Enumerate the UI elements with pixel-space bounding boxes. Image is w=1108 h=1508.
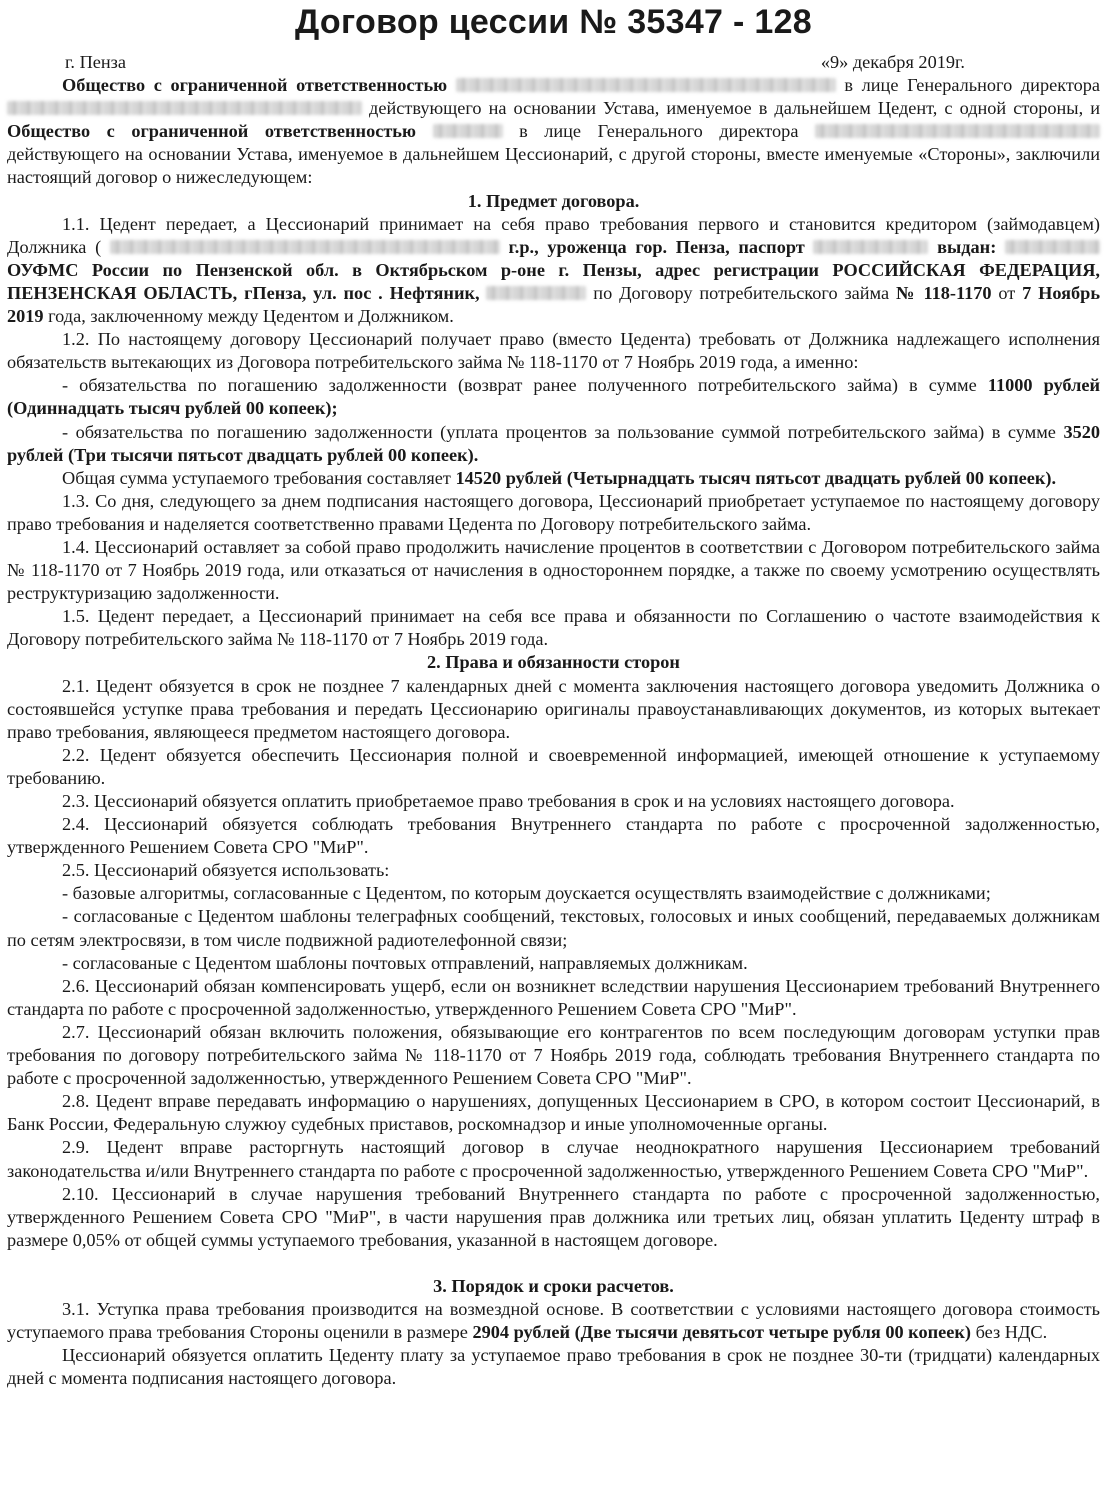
clause-1-1-text-b: г.р., уроженца гор. Пенза, паспорт: [499, 236, 814, 257]
clause-1-2-item-principal: [7, 374, 1100, 420]
preamble-text-1: в лице Генерального директора: [835, 75, 1100, 96]
clause-2-8: 2.8. Цедент вправе передавать информацию о нарушениях, допущенных Цессионарием в СРО, в котором состоит Цессионарий, в Банк России, Федеральную служюу судебных приставов, роскомнадзор и иные уполномоченные органы.: [7, 1091, 1100, 1135]
clause-3-1-text: 3.1. Уступка права требования производится на возмездной основе. В соответствии с условиями настоящего договора стоимость уступаемого права требования Стороны оценили в размере: [7, 1298, 1100, 1343]
clause-2-6: 2.6. Цессионарий обязан компенсировать ущерб, если он возникнет вследствии нарушения Цессионарием требований Внутреннего стандарта по работе с просроченной задолженностью, утвержденного Решением Совета СРО "МиР".: [7, 975, 1100, 1019]
redacted-issue-date: [1005, 240, 1100, 254]
clause-2-4: 2.4. Цессионарий обязуется соблюдать требования Внутреннего стандарта по работе с просроченной задолженностью, утвержденного Решением Совета СРО "МиР".: [7, 814, 1100, 858]
redacted-cedent-director: [7, 101, 362, 115]
clause-3-1-vat: без НДС.: [971, 1322, 1048, 1343]
cessionary-org-type: Общество с ограниченной ответственностью: [7, 121, 416, 142]
clause-2-7: 2.7. Цессионарий обязан включить положения, обязывающие его контрагентов по всем последующим договорам уступки прав требования по договору потребительского займа № 118-1170 от 7 Ноябрь 2019 года, соблюдать требования Внутреннего стандарта по работе с просроченной задолженностью, утвержденного Решением Совета СРО "МиР".: [7, 1021, 1100, 1089]
principal-text: - обязательства по погашению задолженности (возврат ранее полученного потребительского займа) в сумме: [62, 375, 988, 396]
total-text: Общая сумма уступаемого требования составляет: [62, 467, 456, 488]
clause-1-1-text-g: от: [991, 282, 1023, 303]
clause-1-2-total: [7, 467, 1100, 490]
loan-number: № 118-1170: [895, 282, 992, 303]
clause-3-2: Цессионарий обязуется оплатить Цеденту плату за уступаемое право требования в срок не позднее 30-ти (тридцати) календарных дней с момента подписания настоящего договора.: [7, 1345, 1100, 1389]
price-amount: 2904 рублей (Две тысячи девятьсот четыре рубля 00 копеек): [472, 1322, 971, 1343]
loan-date: 7 Ноябрь 2019: [7, 282, 1100, 327]
city: г. Пенза: [65, 52, 127, 72]
interest-text: - обязательства по погашению задолженности (уплата процентов за пользование суммой потребительского займа) в сумме: [62, 421, 1064, 442]
clause-2-3: 2.3. Цессионарий обязуется оплатить приобретаемое право требования в срок и на условиях настоящего договора.: [62, 791, 955, 811]
section-2-heading: 2. Права и обязанности сторон: [427, 652, 680, 673]
spacer: [7, 1252, 1100, 1275]
clause-2-2: 2.2. Цедент обязуется обеспечить Цессионария полной и своевременной информацией, имеющей отношение к уступаемому требованию.: [7, 744, 1100, 788]
section-3-heading: 3. Порядок и сроки расчетов.: [433, 1275, 674, 1296]
clause-1-2-item-interest: [7, 421, 1100, 467]
clause-1-1: [7, 213, 1100, 328]
redacted-cessionary-director: [815, 124, 1100, 138]
clause-2-5: 2.5. Цессионарий обязуется использовать:: [62, 860, 390, 881]
redacted-debtor-name: [110, 240, 500, 254]
redacted-cessionary-name: [433, 124, 503, 138]
preamble-text-4: действующего на основании Устава, именуемое в дальнейшем Цессионарий, с другой стороны, вместе именуемые «Стороны», заключили настоящий договор о нижеследующем:: [7, 144, 1100, 188]
clause-1-2: 1.2. По настоящему договору Цессионарий получает право (вместо Цедента) требовать от Должника надлежащего исполнения обязательств вытекающих из Договора потребительского займа № 118-1170 от 7 Ноябрь 2019 года, а именно:: [7, 329, 1100, 373]
clause-1-1-text-i: года, заключенному между Цедентом и Должником.: [43, 306, 454, 327]
header-row: [7, 51, 1100, 74]
document-title: Договор цессии № 35347 - 128: [295, 3, 812, 41]
total-amount: 14520 рублей (Четырнадцать тысяч пятьсот двадцать рублей 00 копеек).: [455, 467, 1057, 488]
clause-2-5-item-c: - согласованые с Цедентом шаблоны почтовых отправлений, направляемых должникам.: [62, 952, 748, 973]
clause-1-5: 1.5. Цедент передает, а Цессионарий принимает на себя все права и обязанности по Соглашению о частоте взаимодействия к Договору потребительского займа № 118-1170 от 7 Ноябрь 2019 года.: [7, 606, 1100, 650]
contract-date: «9» декабря 2019г.: [820, 52, 965, 72]
section-1-heading: 1. Предмет договора.: [467, 190, 640, 211]
preamble-text-2: действующего на основании Устава, именуемое в дальнейшем Цедент, с одной стороны, и: [362, 98, 1100, 119]
preamble-text-3: в лице Генерального директора: [502, 121, 815, 142]
clause-1-1-text-d: ОУФМС России по Пензенской обл. в Октябрьском р-оне г. Пензы, адрес регистрации РОССИЙСКАЯ ФЕДЕРАЦИЯ, ПЕНЗЕНСКАЯ ОБЛАСТЬ, гПенза, ул. пос . Нефтяник,: [7, 259, 1100, 303]
clause-1-1-text-c: выдан:: [937, 236, 1005, 257]
clause-1-1-text-a: 1.1. Цедент передает, а Цессионарий принимает на себя право требования первого и становится кредитором (займодавцем) Должника (: [7, 213, 1100, 257]
cedent-org-type: Общество с ограниченной ответственностью: [62, 75, 448, 96]
preamble: [7, 74, 1100, 189]
clause-1-4: 1.4. Цессионарий оставляет за собой право продолжить начисление процентов в соответствии с Договором потребительского займа № 118-1170 от 7 Ноябрь 2019 года, или отказаться от начисления в одностороннем порядке, а также по своему усмотрению осуществлять реструктуризацию задолженности.: [7, 536, 1100, 604]
clause-2-5-item-b: - согласованые с Цедентом шаблоны телеграфных сообщений, текстовых, голосовых и иных сообщений, передаваемых должникам по сетям электросвязи, в том числе подвижной радиотелефонной связи;: [7, 906, 1100, 950]
clause-2-9: 2.9. Цедент вправе расторгнуть настоящий договор в случае неоднократного нарушения Цессионарием требований законодательства и/или Внутреннего стандарта по работе с просроченной задолженностью, утвержденного Решением Совета СРО "МиР".: [7, 1137, 1100, 1181]
redacted-cedent-name: [456, 78, 836, 92]
redacted-house-number: [486, 286, 586, 300]
interest-amount: 3520 рублей (Три тысячи пятьсот двадцать рублей 00 копеек).: [7, 421, 1100, 465]
clause-2-1: 2.1. Цедент обязуется в срок не позднее 7 календарных дней с момента заключения настоящего договора уведомить Должника о состоявшейся уступке права требования и передать Цессионарию оригиналы правоустанавливающих документов, из которых вытекает право требования, являющееся предметом настоящего договора.: [7, 675, 1100, 742]
clause-1-1-text-e: по Договору потребительского займа: [586, 282, 896, 303]
clause-3-1: [7, 1298, 1100, 1344]
clause-2-10: 2.10. Цессионарий в случае нарушения требований Внутреннего стандарта по работе с просроченной задолженностью, утвержденного Решением Совета СРО "МиР", в части нарушения прав должника или третьих лиц, обязан уплатить Цеденту штраф в размере 0,05% от общей суммы уступаемого требования, указанной в настоящем договоре.: [7, 1183, 1100, 1250]
principal-amount: 11000 рублей (Одиннадцать тысяч рублей 00 копеек);: [7, 375, 1100, 419]
redacted-passport: [813, 240, 928, 254]
clause-2-5-item-a: - базовые алгоритмы, согласованные с Цедентом, по которым доускается осуществлять взаимодействие с должниками;: [62, 883, 991, 904]
clause-1-3: 1.3. Со дня, следующего за днем подписания настоящего договора, Цессионарий приобретает уступаемое по настоящему договору право требования и наделяется соответственно правами Цедента по Договору потребительского займа.: [7, 490, 1100, 534]
